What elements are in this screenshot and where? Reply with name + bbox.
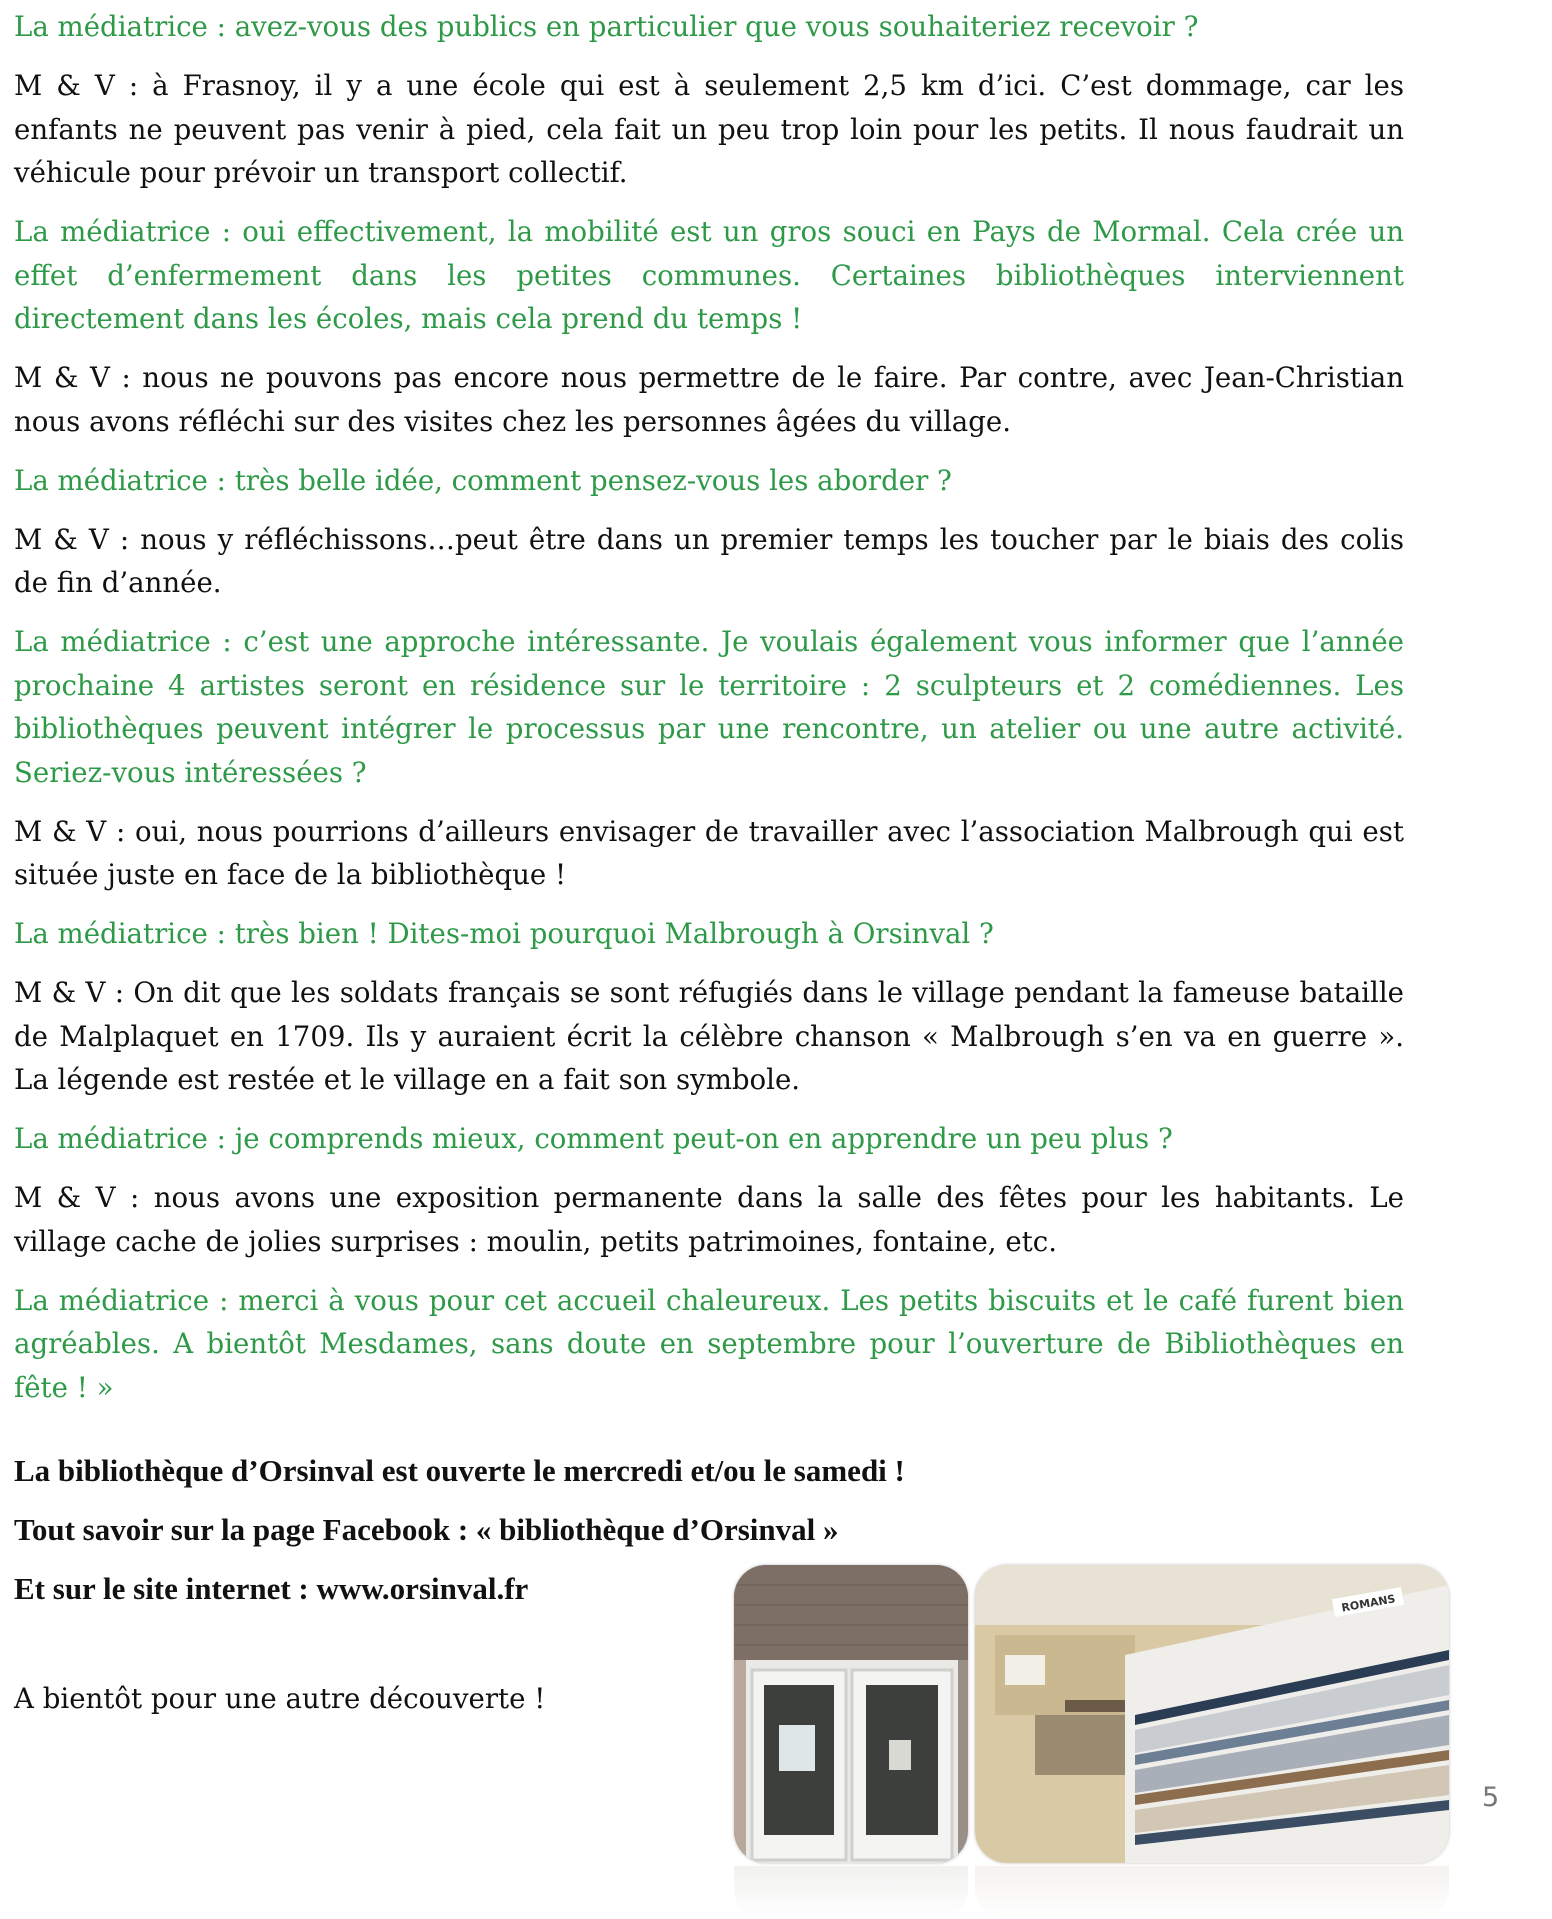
mediatrice-line: La médiatrice : merci à vous pour cet accueil chaleureux. Les petits biscuits et le café furent bien agréables. A bientôt Mesdames, sans doute en septembre pour l’ouverture de Bibliothèques en fête ! » [14,1283,1404,1404]
mediatrice-line: La médiatrice : c’est une approche intéressante. Je voulais également vous informer que l’année prochaine 4 artistes seront en résidence sur le territoire : 2 sculpteurs et 2 comédiennes. Les bibliothèques peuvent intégrer le processus par une rencontre, un atelier ou une autre activité. Seriez-vous intéressées ? [14,625,1404,789]
mediatrice-line: La médiatrice : avez-vous des publics en particulier que vous souhaiteriez recevoir ? [14,10,1199,43]
website-info: Et sur le site internet : www.orsinval.fr [14,1571,529,1606]
mv-line: M & V : nous ne pouvons pas encore nous permettre de le faire. Par contre, avec Jean-Christian nous avons réfléchi sur des visites chez les personnes âgées du village. [14,361,1404,438]
article-body [14,5,1404,1736]
page-number: 5 [1482,1782,1500,1813]
entrance-door-image [734,1565,968,1863]
library-entrance-photo [734,1565,968,1863]
facebook-info: Tout savoir sur la page Facebook : « bibliothèque d’Orsinval » [14,1512,839,1547]
mv-line: M & V : nous y réfléchissons…peut être dans un premier temps les toucher par le biais des colis de fin d’année. [14,522,1404,599]
farewell-text: A bientôt pour une autre découverte ! [14,1682,546,1715]
mediatrice-line: La médiatrice : oui effectivement, la mobilité est un gros souci en Pays de Mormal. Cela crée un effet d’enfermement dans les petites communes. Certaines bibliothèques interviennent directement dans les écoles, mais cela prend du temps ! [14,215,1404,335]
mediatrice-line: La médiatrice : très bien ! Dites-moi pourquoi Malbrough à Orsinval ? [14,917,994,950]
shelves-image [975,1565,1449,1863]
shelves-photo-reflection [975,1866,1449,1919]
entrance-photo-reflection [734,1866,968,1919]
mv-line: M & V : oui, nous pourrions d’ailleurs envisager de travailler avec l’association Malbrough qui est située juste en face de la bibliothèque ! [14,814,1404,891]
mediatrice-line: La médiatrice : très belle idée, comment pensez-vous les aborder ? [14,463,952,497]
shelf-sign: ROMANS [1340,1592,1397,1615]
library-shelves-photo [975,1565,1449,1863]
mv-line: M & V : On dit que les soldats français se sont réfugiés dans le village pendant la fameuse bataille de Malplaquet en 1709. Ils y auraient écrit la célèbre chanson « Malbrough s’en va en guerre ». La légende est restée et le village en a fait son symbole. [14,976,1404,1096]
mv-line: M & V : à Frasnoy, il y a une école qui est à seulement 2,5 km d’ici. C’est dommage, car les enfants ne peuvent pas venir à pied, cela fait un peu trop loin pour les petits. Il nous faudrait un véhicule pour prévoir un transport collectif. [14,69,1404,189]
mediatrice-line: La médiatrice : je comprends mieux, comment peut-on en apprendre un peu plus ? [14,1122,1173,1155]
mv-line: M & V : nous avons une exposition permanente dans la salle des fêtes pour les habitants. Le village cache de jolies surprises : moulin, petits patrimoines, fontaine, etc. [14,1181,1404,1258]
opening-hours: La bibliothèque d’Orsinval est ouverte le mercredi et/ou le samedi ! [14,1453,905,1488]
